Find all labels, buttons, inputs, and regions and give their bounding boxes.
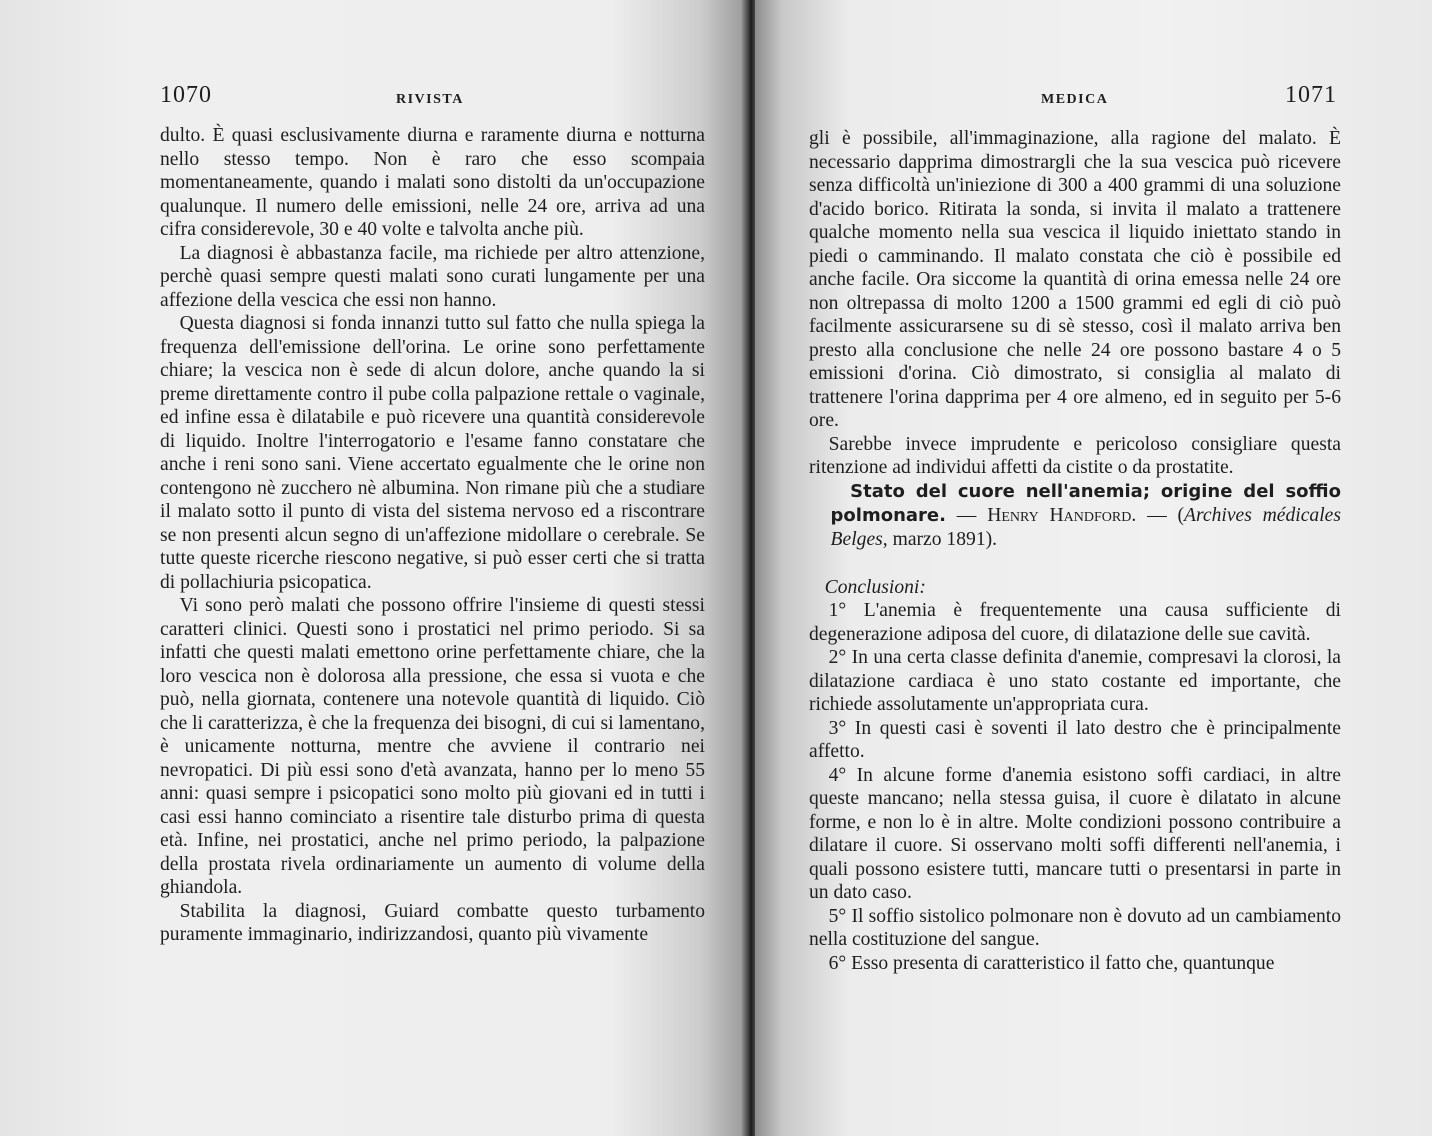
article-source: Archives médicales Belges [830,504,1341,550]
paragraph: Vi sono però malati che possono offrire l'insieme di questi stessi caratteri clinici. Questi sono i prostatici nel primo periodo. Si sa infatti che questi malati emettono orine perfettamente chiare, che la loro vescica non è dolorosa alla pressione, che essa si vuota e che può, nella giornata, contenere una notevole quantità di liquido. Ciò che li caratterizza, è che la frequenza dei bisogni, di cui si lamentano, è unicamente notturna, mentre che avviene il contrario nei nevropatici. Di più essi sono d'età avanzata, hanno per lo meno 55 anni: quasi sempre i psicopatici sono molto più giovani ed in tutti i casi essi hanno cominciato a risentire tale disturbo prima di questa età. Infine, nei prostatici, anche nel primo periodo, la palpazione della prostata rivela ordinariamente un aumento di volume della ghiandola. [160,595,705,898]
paragraph: La diagnosi è abbastanza facile, ma richiede per altro attenzione, perchè quasi sempre questi malati sono curati lungamente per una affezione della vescica che essi non hanno. [160,242,705,311]
right-page-body [809,127,1341,975]
left-page-body [160,124,705,947]
paragraph: Questa diagnosi si fonda innanzi tutto sul fatto che nulla spiega la frequenza dell'emissione dell'orina. Le orine sono perfettamente chiare; la vescica non è sede di alcun dolore, anche quando la si preme direttamente contro il pube colla palpazione rettale o vaginale, ed infine essa è dilatabile e può ricevere una quantità considerevole di liquido. Inoltre l'interrogatorio e l'esame fanno constatare che anche i reni sono sani. Viene accertato egualmente che le orine non contengono nè zucchero nè albumina. Non rimane più che a studiare il malato sotto il punto di vista del sistema nervoso ed a riscontrare se non presenti alcun segno di un'affezione midollare o cerebrale. Se tutte queste ricerche riescono negative, si può esser certi che si tratta di pollachiuria psicopatica. [160,313,705,593]
conclusion-item: 1° L'anemia è frequentemente una causa sufficiente di degenerazione adiposa del cuore, di dilatazione delle sue cavità. [809,600,1341,645]
paragraph: Sarebbe invece imprudente e pericoloso consigliare questa ritenzione ad individui affetti da cistite o da prostatite. [809,433,1341,478]
left-running-title: RIVISTA [396,92,464,107]
right-page-number: 1071 [1285,82,1337,108]
left-page-number: 1070 [160,82,212,108]
conclusion-item: 4° In alcune forme d'anemia esistono soffi cardiaci, in altre queste mancano; nella stessa guisa, il cuore è dilatato in alcune forme, e non lo è in altre. Molte condizioni possono contribuire a dilatare il cuore. Si osservano molti soffi differenti nell'anemia, i quali possono esistere tutti, mancare tutti o presentarsi in parte in un dato caso. [809,764,1341,903]
right-page [755,0,1432,1136]
conclusion-item: 2° In una certa classe definita d'anemie, compresavi la clorosi, la dilatazione cardiaca è uno stato costante ed importante, che richiede assolutamente un'appropriata cura. [809,647,1341,715]
right-running-title: MEDICA [1041,92,1109,107]
paragraph: gli è possibile, all'immaginazione, alla ragione del malato. È necessario dapprima dimostrargli che la sua vescica può ricevere senza difficoltà un'iniezione di 300 a 400 grammi di una soluzione d'acido borico. Ritirata la sonda, si invita il malato a trattenere qualche momento nella sua vescica il liquido iniettato stando in piedi o camminando. Il malato constata che ciò è possibile ed anche facile. Ora siccome la quantità di orina emessa nelle 24 ore non oltrepassa di molto 1200 a 1500 grammi ed egli di ciò può facilmente assicurarsene su di sè stesso, così il malato arriva ben presto alla conclusione che nelle 24 ore possono bastare 4 o 5 emissioni d'orina. Ciò dimostrato, si consiglia al malato di trattenere l'orina dapprima per 4 ore almeno, ed in seguito per 5-6 ore. [809,128,1341,431]
article-heading [809,480,1341,552]
article-author: Henry Handford [987,504,1132,526]
paragraph: dulto. È quasi esclusivamente diurna e raramente diurna e notturna nello stesso tempo. Non è raro che esso scompaia momentaneamente, quando i malati sono distolti da un'occupazione qualunque. Il numero delle emissioni, nelle 24 ore, arriva ad una cifra considerevole, 30 e 40 volte e talvolta anche più. [160,125,705,240]
paragraph: Stabilita la diagnosi, Guiard combatte questo turbamento puramente immaginario, indirizzandosi, quanto più vivamente [160,900,705,945]
conclusion-item: 6° Esso presenta di caratteristico il fatto che, quantunque [828,952,1275,974]
author-separator: — [945,504,988,526]
source-separator: . — ( [1131,504,1185,526]
conclusions-label: Conclusioni: [824,576,926,598]
article-date: , marzo 1891). [882,528,998,550]
conclusion-item: 3° In questi casi è soventi il lato destro che è principalmente affetto. [809,717,1341,762]
conclusion-item: 5° Il soffio sistolico polmonare non è dovuto ad un cambiamento nella costituzione del sangue. [809,905,1341,950]
article-title: Stato del cuore nell'anemia; origine del soffio polmonare. [830,480,1341,526]
